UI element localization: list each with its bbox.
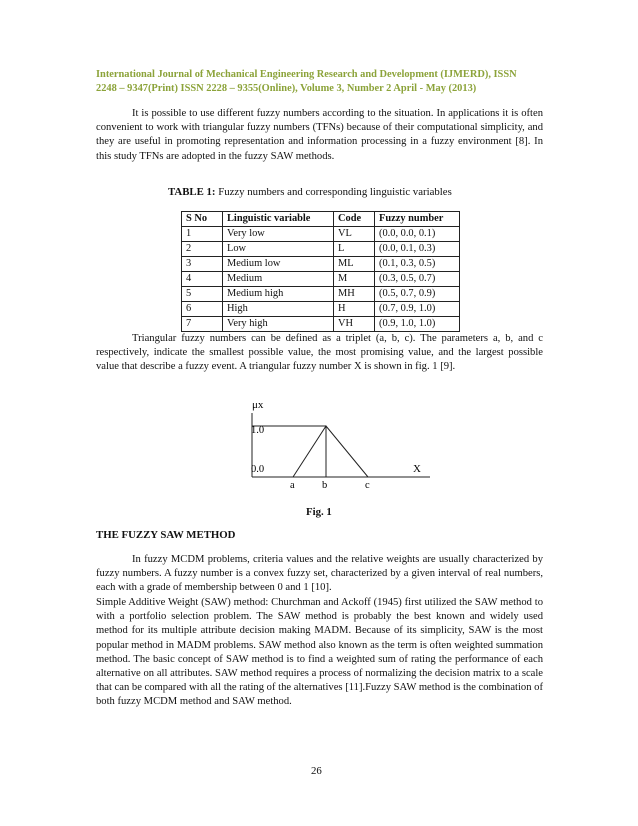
y-tick-1: 1.0 xyxy=(251,425,265,436)
mu-x-label: μx xyxy=(252,399,264,411)
cell-linguistic: Medium low xyxy=(223,257,334,272)
table-row xyxy=(182,272,460,287)
cell-sno: 3 xyxy=(182,257,223,272)
col-header-fuzzy-number: Fuzzy number xyxy=(375,212,460,227)
cell-sno: 5 xyxy=(182,287,223,302)
cell-linguistic: Very low xyxy=(223,227,334,242)
cell-linguistic: Medium high xyxy=(223,287,334,302)
x-axis-label: X xyxy=(413,463,421,475)
header-line-1: International Journal of Mechanical Engineering Research and Development (IJMERD), ISSN xyxy=(96,69,517,80)
cell-code: VL xyxy=(334,227,375,242)
journal-header xyxy=(96,68,546,96)
table-row xyxy=(182,257,460,272)
cell-fuzzy: (0.7, 0.9, 1.0) xyxy=(375,302,460,317)
cell-code: H xyxy=(334,302,375,317)
cell-sno: 2 xyxy=(182,242,223,257)
cell-code: M xyxy=(334,272,375,287)
cell-fuzzy: (0.0, 0.1, 0.3) xyxy=(375,242,460,257)
point-c-label: c xyxy=(365,480,370,491)
table-caption-label: TABLE 1: xyxy=(168,186,216,198)
cell-code: L xyxy=(334,242,375,257)
point-b-label: b xyxy=(322,480,328,491)
cell-linguistic: High xyxy=(223,302,334,317)
cell-fuzzy: (0.0, 0.0, 0.1) xyxy=(375,227,460,242)
paragraph-tfn-intro: It is possible to use different fuzzy numbers according to the situation. In applications it is often convenient to work with triangular fuzzy numbers (TFNs) because of their computational simplicity, and they are useful in promoting representation and information processing in a fuzzy environment [8]. In this study TFNs are adopted in the fuzzy SAW methods. xyxy=(96,108,543,162)
table-row xyxy=(182,287,460,302)
paragraph-fuzzy-mcdm: In fuzzy MCDM problems, criteria values and the relative weights are usually characterized by fuzzy numbers. A fuzzy number is a convex fuzzy set, characterized by a given interval of real numbers, each with a grade of membership between 0 and 1 [10]. xyxy=(96,554,543,594)
cell-linguistic: Very high xyxy=(223,317,334,332)
figure-caption: Fig. 1 xyxy=(306,506,332,518)
table-caption xyxy=(168,186,452,198)
cell-code: MH xyxy=(334,287,375,302)
col-header-sno: S No xyxy=(182,212,223,227)
cell-code: ML xyxy=(334,257,375,272)
cell-sno: 6 xyxy=(182,302,223,317)
table-row xyxy=(182,317,460,332)
paragraph-saw-method: Simple Additive Weight (SAW) method: Churchman and Ackoff (1945) first utilized the SAW method to with a portfolio selection problem. The SAW method is probably the best known and widely used method for its multiple attribute decision making MADM. Because of its simplicity, SAW is the most popular method in MADM problems. SAW method also known as the term is often weighted summation method. The basic concept of SAW method is to find a weighted sum of rating the performance of each alternative on all attributes. SAW method requires a process of normalizing the decision matrix to a scale that can be compared with all the rating of the alternatives [11].Fuzzy SAW method is the combination of both fuzzy MCDM method and SAW method. xyxy=(96,597,543,708)
y-tick-0: 0.0 xyxy=(251,464,265,475)
cell-linguistic: Low xyxy=(223,242,334,257)
cell-sno: 4 xyxy=(182,272,223,287)
cell-fuzzy: (0.3, 0.5, 0.7) xyxy=(375,272,460,287)
table-row xyxy=(182,227,460,242)
table-caption-text: Fuzzy numbers and corresponding linguistic variables xyxy=(215,186,452,198)
fuzzy-numbers-table xyxy=(181,211,460,332)
col-header-linguistic: Linguistic variable xyxy=(223,212,334,227)
cell-fuzzy: (0.5, 0.7, 0.9) xyxy=(375,287,460,302)
cell-fuzzy: (0.9, 1.0, 1.0) xyxy=(375,317,460,332)
cell-fuzzy: (0.1, 0.3, 0.5) xyxy=(375,257,460,272)
cell-linguistic: Medium xyxy=(223,272,334,287)
cell-sno: 1 xyxy=(182,227,223,242)
point-a-label: a xyxy=(290,480,295,491)
paragraph-triplet: Triangular fuzzy numbers can be defined as a triplet (a, b, c). The parameters a, b, and c respectively, indicate the smallest possible value, the most promising value, and the largest possible value that describe a fuzzy event. A triangular fuzzy number X is shown in fig. 1 [9]. xyxy=(96,333,543,373)
page-number: 26 xyxy=(311,765,322,777)
header-line-2: 2248 – 9347(Print) ISSN 2228 – 9355(Online), Volume 3, Number 2 April - May (2013) xyxy=(96,83,477,94)
cell-sno: 7 xyxy=(182,317,223,332)
table-row xyxy=(182,302,460,317)
triangular-fuzzy-number-figure xyxy=(245,395,435,495)
triangle-shape xyxy=(293,426,368,477)
section-title: THE FUZZY SAW METHOD xyxy=(96,529,236,541)
table-row xyxy=(182,242,460,257)
table-header-row xyxy=(182,212,460,227)
cell-code: VH xyxy=(334,317,375,332)
col-header-code: Code xyxy=(334,212,375,227)
